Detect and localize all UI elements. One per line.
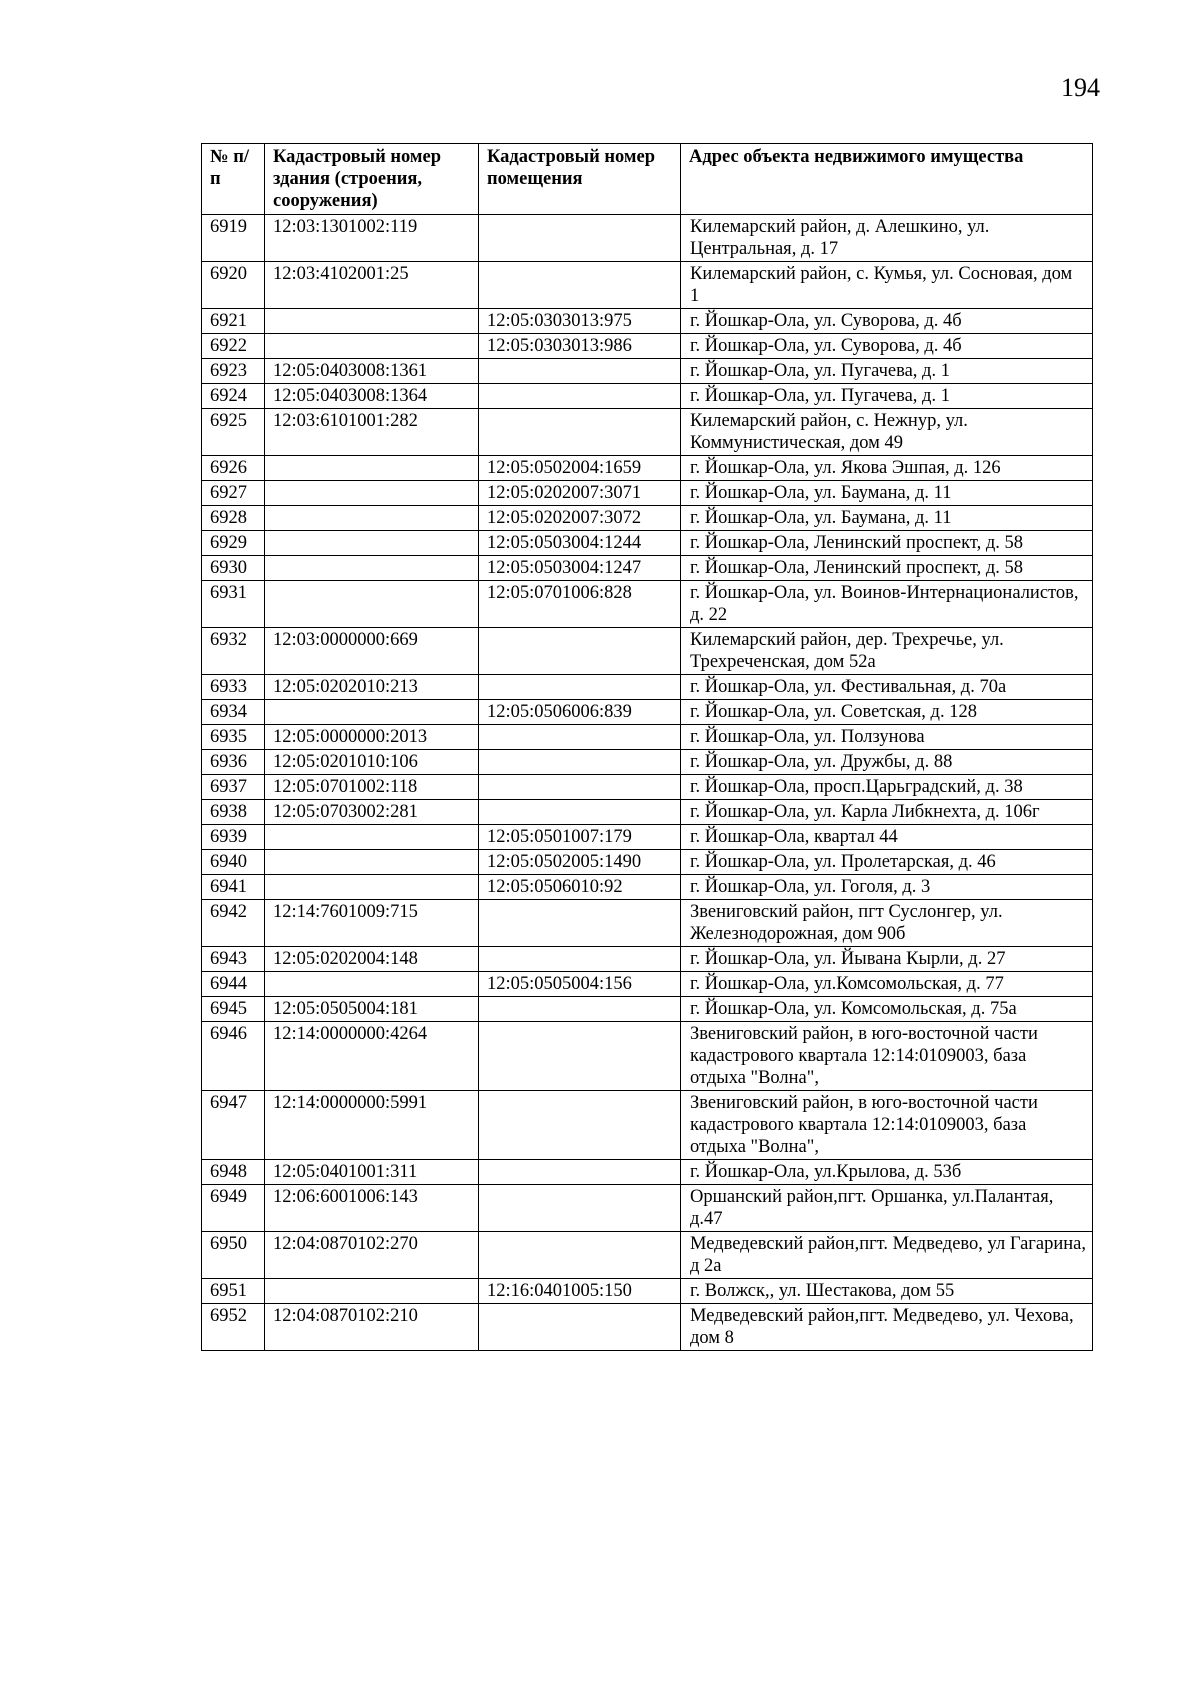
cell-room-cadastral <box>479 997 681 1022</box>
cell-building-cadastral <box>265 334 479 359</box>
cell-building-cadastral: 12:03:4102001:25 <box>265 262 479 309</box>
table-row <box>202 725 1093 750</box>
cell-address: г. Йошкар-Ола, Ленинский проспект, д. 58 <box>681 556 1093 581</box>
cell-address: г. Йошкар-Ола, ул. Йывана Кырли, д. 27 <box>681 947 1093 972</box>
cell-room-cadastral <box>479 359 681 384</box>
cell-room-cadastral: 12:05:0503004:1244 <box>479 531 681 556</box>
cell-number: 6919 <box>202 215 265 262</box>
table-row <box>202 506 1093 531</box>
cell-number: 6949 <box>202 1185 265 1232</box>
cell-building-cadastral <box>265 972 479 997</box>
cell-building-cadastral: 12:05:0701002:118 <box>265 775 479 800</box>
cell-number: 6945 <box>202 997 265 1022</box>
table-row <box>202 1279 1093 1304</box>
cell-building-cadastral: 12:05:0403008:1364 <box>265 384 479 409</box>
cell-building-cadastral <box>265 309 479 334</box>
cell-number: 6928 <box>202 506 265 531</box>
cell-address: Звениговский район, в юго-восточной части кадастрового квартала 12:14:0109003, база отдыха "Волна", <box>681 1091 1093 1160</box>
table-row <box>202 947 1093 972</box>
cell-room-cadastral: 12:05:0303013:975 <box>479 309 681 334</box>
cell-room-cadastral: 12:05:0502005:1490 <box>479 850 681 875</box>
cell-building-cadastral <box>265 581 479 628</box>
header-address: Адрес объекта недвижимого имущества <box>681 144 1093 215</box>
table-row <box>202 359 1093 384</box>
cell-number: 6939 <box>202 825 265 850</box>
table-row <box>202 825 1093 850</box>
cell-address: г. Йошкар-Ола, квартал 44 <box>681 825 1093 850</box>
cell-building-cadastral: 12:03:6101001:282 <box>265 409 479 456</box>
cell-building-cadastral: 12:05:0401001:311 <box>265 1160 479 1185</box>
cell-building-cadastral: 12:05:0201010:106 <box>265 750 479 775</box>
cell-building-cadastral: 12:05:0403008:1361 <box>265 359 479 384</box>
cell-number: 6921 <box>202 309 265 334</box>
cell-room-cadastral <box>479 775 681 800</box>
cell-room-cadastral <box>479 628 681 675</box>
cell-address: г. Йошкар-Ола, ул. Карла Либкнехта, д. 106г <box>681 800 1093 825</box>
cell-room-cadastral: 12:05:0202007:3071 <box>479 481 681 506</box>
cell-room-cadastral: 12:16:0401005:150 <box>479 1279 681 1304</box>
table-row <box>202 384 1093 409</box>
cell-address: г. Йошкар-Ола, ул.Крылова, д. 53б <box>681 1160 1093 1185</box>
cell-number: 6926 <box>202 456 265 481</box>
cell-building-cadastral <box>265 556 479 581</box>
cell-number: 6943 <box>202 947 265 972</box>
cell-address: Килемарский район, дер. Трехречье, ул. Трехреченская, дом 52а <box>681 628 1093 675</box>
cell-room-cadastral <box>479 409 681 456</box>
cell-number: 6938 <box>202 800 265 825</box>
table-row <box>202 700 1093 725</box>
cell-building-cadastral: 12:03:0000000:669 <box>265 628 479 675</box>
cell-number: 6937 <box>202 775 265 800</box>
cell-number: 6935 <box>202 725 265 750</box>
cell-number: 6932 <box>202 628 265 675</box>
cell-address: Килемарский район, с. Кумья, ул. Сосновая, дом 1 <box>681 262 1093 309</box>
cell-address: г. Йошкар-Ола, ул. Гоголя, д. 3 <box>681 875 1093 900</box>
cell-number: 6922 <box>202 334 265 359</box>
cell-room-cadastral: 12:05:0503004:1247 <box>479 556 681 581</box>
cell-room-cadastral <box>479 947 681 972</box>
table-row <box>202 1091 1093 1160</box>
cell-number: 6947 <box>202 1091 265 1160</box>
cell-room-cadastral: 12:05:0506010:92 <box>479 875 681 900</box>
cell-address: г. Йошкар-Ола, ул.Комсомольская, д. 77 <box>681 972 1093 997</box>
cell-address: Медведевский район,пгт. Медведево, ул. Чехова, дом 8 <box>681 1304 1093 1351</box>
cell-number: 6944 <box>202 972 265 997</box>
cell-address: г. Йошкар-Ола, ул. Советская, д. 128 <box>681 700 1093 725</box>
cell-number: 6946 <box>202 1022 265 1091</box>
cell-building-cadastral: 12:05:0000000:2013 <box>265 725 479 750</box>
table-row <box>202 262 1093 309</box>
cell-number: 6940 <box>202 850 265 875</box>
cell-number: 6931 <box>202 581 265 628</box>
cell-building-cadastral: 12:03:1301002:119 <box>265 215 479 262</box>
cell-building-cadastral: 12:14:0000000:4264 <box>265 1022 479 1091</box>
cell-address: г. Йошкар-Ола, ул. Комсомольская, д. 75а <box>681 997 1093 1022</box>
cell-address: г. Йошкар-Ола, ул. Дружбы, д. 88 <box>681 750 1093 775</box>
cell-address: г. Йошкар-Ола, ул. Суворова, д. 4б <box>681 309 1093 334</box>
table-row <box>202 875 1093 900</box>
cell-building-cadastral <box>265 825 479 850</box>
cell-building-cadastral <box>265 506 479 531</box>
cell-address: г. Йошкар-Ола, ул. Пролетарская, д. 46 <box>681 850 1093 875</box>
table-row <box>202 409 1093 456</box>
cell-address: г. Йошкар-Ола, ул. Фестивальная, д. 70а <box>681 675 1093 700</box>
cell-number: 6927 <box>202 481 265 506</box>
cell-number: 6952 <box>202 1304 265 1351</box>
table-row <box>202 997 1093 1022</box>
table-row <box>202 1160 1093 1185</box>
table-row <box>202 531 1093 556</box>
cell-room-cadastral <box>479 384 681 409</box>
table-body <box>202 215 1093 1351</box>
table-row <box>202 481 1093 506</box>
cell-room-cadastral <box>479 1091 681 1160</box>
cell-room-cadastral: 12:05:0502004:1659 <box>479 456 681 481</box>
cell-address: Килемарский район, д. Алешкино, ул. Центральная, д. 17 <box>681 215 1093 262</box>
table-row <box>202 1185 1093 1232</box>
table-row <box>202 775 1093 800</box>
cell-building-cadastral: 12:04:0870102:210 <box>265 1304 479 1351</box>
cell-number: 6920 <box>202 262 265 309</box>
cell-building-cadastral: 12:14:7601009:715 <box>265 900 479 947</box>
cell-address: г. Йошкар-Ола, ул. Воинов-Интернационалистов, д. 22 <box>681 581 1093 628</box>
cell-number: 6934 <box>202 700 265 725</box>
header-building-cadastral: Кадастровый номер здания (строения, сооружения) <box>265 144 479 215</box>
cell-number: 6936 <box>202 750 265 775</box>
cell-number: 6942 <box>202 900 265 947</box>
cell-number: 6929 <box>202 531 265 556</box>
table-row <box>202 1022 1093 1091</box>
cell-room-cadastral <box>479 1185 681 1232</box>
cell-address: Килемарский район, с. Нежнур, ул. Коммунистическая, дом 49 <box>681 409 1093 456</box>
cell-number: 6933 <box>202 675 265 700</box>
table-row <box>202 750 1093 775</box>
cell-room-cadastral: 12:05:0501007:179 <box>479 825 681 850</box>
header-room-cadastral: Кадастровый номер помещения <box>479 144 681 215</box>
cell-room-cadastral <box>479 800 681 825</box>
cell-number: 6930 <box>202 556 265 581</box>
table-row <box>202 456 1093 481</box>
cell-room-cadastral <box>479 1022 681 1091</box>
cell-number: 6923 <box>202 359 265 384</box>
table-row <box>202 1232 1093 1279</box>
table-row <box>202 850 1093 875</box>
cell-building-cadastral <box>265 875 479 900</box>
cell-room-cadastral <box>479 262 681 309</box>
cell-address: г. Йошкар-Ола, Ленинский проспект, д. 58 <box>681 531 1093 556</box>
header-number: № п/п <box>202 144 265 215</box>
cell-building-cadastral: 12:14:0000000:5991 <box>265 1091 479 1160</box>
table-row <box>202 334 1093 359</box>
cell-address: Звениговский район, пгт Суслонгер, ул. Железнодорожная, дом 90б <box>681 900 1093 947</box>
cell-room-cadastral <box>479 750 681 775</box>
cell-address: г. Йошкар-Ола, ул. Баумана, д. 11 <box>681 481 1093 506</box>
table-row <box>202 675 1093 700</box>
cell-building-cadastral <box>265 1279 479 1304</box>
cell-address: г. Йошкар-Ола, ул. Ползунова <box>681 725 1093 750</box>
cell-building-cadastral: 12:05:0505004:181 <box>265 997 479 1022</box>
cell-room-cadastral <box>479 675 681 700</box>
cell-room-cadastral <box>479 900 681 947</box>
table-header-row <box>202 144 1093 215</box>
cell-address: г. Йошкар-Ола, ул. Якова Эшпая, д. 126 <box>681 456 1093 481</box>
cell-number: 6948 <box>202 1160 265 1185</box>
cell-room-cadastral <box>479 215 681 262</box>
cell-building-cadastral <box>265 700 479 725</box>
cell-building-cadastral: 12:05:0202010:213 <box>265 675 479 700</box>
cell-number: 6951 <box>202 1279 265 1304</box>
cell-number: 6941 <box>202 875 265 900</box>
cell-address: г. Йошкар-Ола, просп.Царьградский, д. 38 <box>681 775 1093 800</box>
table-row <box>202 900 1093 947</box>
cell-address: г. Йошкар-Ола, ул. Пугачева, д. 1 <box>681 359 1093 384</box>
cell-room-cadastral <box>479 725 681 750</box>
table-row <box>202 215 1093 262</box>
cell-building-cadastral: 12:04:0870102:270 <box>265 1232 479 1279</box>
cell-building-cadastral <box>265 531 479 556</box>
cell-address: г. Йошкар-Ола, ул. Баумана, д. 11 <box>681 506 1093 531</box>
cell-number: 6925 <box>202 409 265 456</box>
cell-room-cadastral <box>479 1232 681 1279</box>
cell-building-cadastral <box>265 456 479 481</box>
property-table <box>201 143 1093 1351</box>
table-row <box>202 1304 1093 1351</box>
cell-building-cadastral: 12:06:6001006:143 <box>265 1185 479 1232</box>
table-row <box>202 309 1093 334</box>
cell-address: г. Йошкар-Ола, ул. Пугачева, д. 1 <box>681 384 1093 409</box>
cell-room-cadastral <box>479 1304 681 1351</box>
table-row <box>202 972 1093 997</box>
cell-room-cadastral: 12:05:0202007:3072 <box>479 506 681 531</box>
cell-room-cadastral: 12:05:0303013:986 <box>479 334 681 359</box>
cell-building-cadastral: 12:05:0202004:148 <box>265 947 479 972</box>
cell-room-cadastral: 12:05:0701006:828 <box>479 581 681 628</box>
page-number: 194 <box>1061 73 1100 102</box>
cell-number: 6950 <box>202 1232 265 1279</box>
cell-address: Оршанский район,пгт. Оршанка, ул.Палантая, д.47 <box>681 1185 1093 1232</box>
cell-room-cadastral: 12:05:0505004:156 <box>479 972 681 997</box>
cell-address: г. Волжск,, ул. Шестакова, дом 55 <box>681 1279 1093 1304</box>
cell-address: г. Йошкар-Ола, ул. Суворова, д. 4б <box>681 334 1093 359</box>
cell-building-cadastral <box>265 481 479 506</box>
cell-building-cadastral <box>265 850 479 875</box>
table-row <box>202 628 1093 675</box>
cell-room-cadastral <box>479 1160 681 1185</box>
table-row <box>202 556 1093 581</box>
cell-room-cadastral: 12:05:0506006:839 <box>479 700 681 725</box>
cell-address: Медведевский район,пгт. Медведево, ул Гагарина, д 2а <box>681 1232 1093 1279</box>
cell-address: Звениговский район, в юго-восточной части кадастрового квартала 12:14:0109003, база отдыха "Волна", <box>681 1022 1093 1091</box>
cell-building-cadastral: 12:05:0703002:281 <box>265 800 479 825</box>
cell-number: 6924 <box>202 384 265 409</box>
table-row <box>202 800 1093 825</box>
table-row <box>202 581 1093 628</box>
